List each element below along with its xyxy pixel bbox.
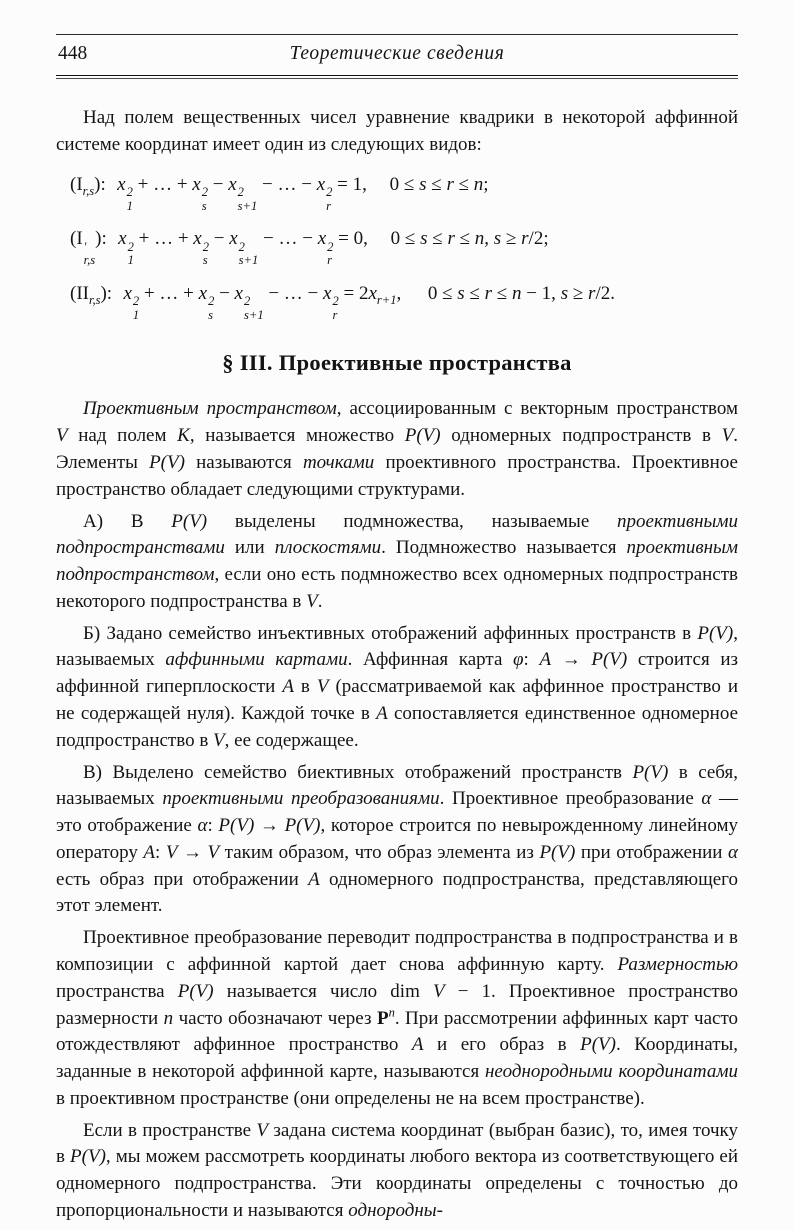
quadric-formula-block — [70, 173, 738, 323]
page-number: 448 — [58, 43, 88, 64]
paragraph-item-a-subspaces: А) В P(V) выделены подмножества, называемые проективными подпространствами или плоскостями. Подмножество называется проективным подпространством, если оно есть подмножество всех одномерных подпространств некоторого подпространства в V. — [56, 510, 738, 612]
paragraph-projective-space-definition: Проективным пространством, ассоциированным с векторным пространством V над полем K, называется множество P(V) одномерных подпространств в V. Элементы P(V) называются точками проективного пространства. Проективное пространство обладает следующими структурами. — [56, 398, 738, 500]
running-head — [56, 35, 738, 75]
running-head-bottom-rule — [56, 75, 738, 79]
paragraph-homogeneous-coordinates: Если в пространстве V задана система координат (выбран базис), то, имея точку в P(V), мы можем рассмотреть координаты любого вектора из соответствующего ей одномерного подпространства. Эти координаты определены с точностью до пропорциональности и называются однородны- — [56, 1119, 738, 1222]
paragraph-item-b-affine-charts: Б) Задано семейство инъективных отображений аффинных пространств в P(V), называемых аффинными картами. Аффинная карта φ: A → P(V) строится из аффинной гиперплоскости A в V (рассматриваемой как аффинное пространство и не содержащей нуля). Каждой точке в A сопоставляется единственное одномерное подпространство в V, ее содержащее. — [56, 622, 739, 751]
intro-paragraph: Над полем вещественных чисел уравнение квадрики в некоторой аффинной системе координат имеет один из следующих видов: — [56, 107, 738, 155]
formula-line-I: $(I_{r,s})$: x 2 1 + … + x 2 s − x 2 s+1 − … − x 2 r = 1, 0 ≤ s ≤ r ≤ n; — [70, 173, 489, 213]
section-heading: § III. Проективные пространства — [222, 350, 572, 376]
paragraph-item-v-projective-transformations: В) Выделено семейство биективных отображений пространств P(V) в себя, называемых проективными преобразованиями. Проективное преобразование α — это отображение α: P(V) → P(V), которое строится по невырожденному линейному оператору A: V → V таким образом, что образ элемента из P(V) при отображении α есть образ при отображении A одномерного подпространства, представляющего этот элемент. — [56, 761, 739, 917]
paragraph-dimension-inhomogeneous-coordinates: Проективное преобразование переводит подпространства в подпространства и в композиции с аффинной картой дает снова аффинную карту. Размерностью пространства P(V) называется число dim V − 1. Проективное пространство размерности n часто обозначают через $P^n$. При рассмотрении аффинных карт часто отождествляют аффинное пространство A и его образ в P(V). Координаты, заданные в некоторой аффинной карте, называются неоднородными координатами в проективном пространстве (они определены не на всем пространстве). — [56, 927, 739, 1109]
formula-line-II: $(II_{r,s})$: x 2 1 + … + x 2 s − x 2 s+1 − … − x 2 r = $2x_{r+1}$, 0 ≤ s ≤ r ≤ n − 1, s ≥ r/2. — [70, 282, 615, 322]
running-title: Теоретические сведения — [289, 43, 505, 64]
formula-line-I-prime: (I ′ r,s ): x 2 1 + … + x 2 s − x 2 s+1 − … − x 2 r = 0, 0 ≤ s ≤ r ≤ n, s ≥ r/2; — [70, 228, 549, 268]
